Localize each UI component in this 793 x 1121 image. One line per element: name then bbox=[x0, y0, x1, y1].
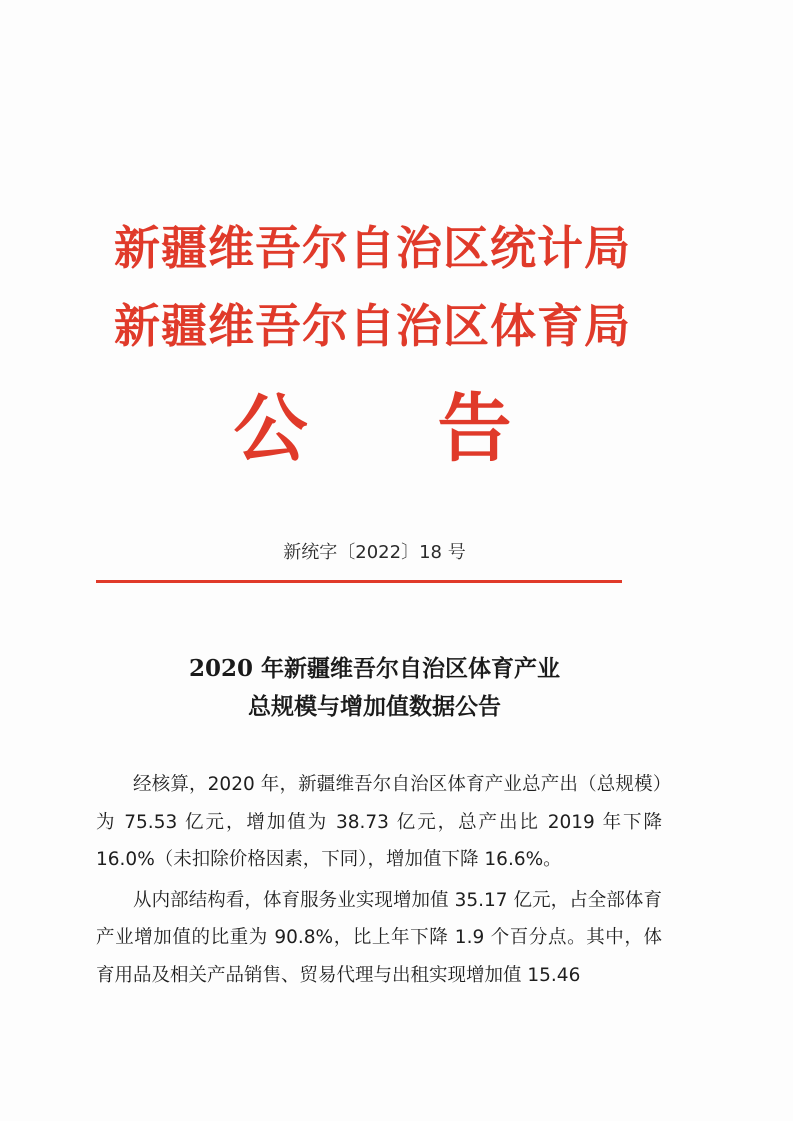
document-title-line-1: 2020 年新疆维吾尔自治区体育产业 bbox=[188, 655, 561, 682]
document-body bbox=[96, 766, 662, 994]
paragraph-2: 从内部结构看，体育服务业实现增加值 35.17 亿元，占全部体育产业增加值的比重为 90.8%，比上年下降 1.9 个百分点。其中，体育用品及相关产品销售、贸易代理与出租实现增加值 15.46 bbox=[96, 889, 662, 986]
red-divider-line bbox=[96, 580, 622, 583]
letterhead-sports-bureau: 新疆维吾尔自治区体育局 bbox=[114, 299, 631, 353]
document-title-line-2: 总规模与增加值数据公告 bbox=[248, 693, 501, 720]
notice-char-2: 告 bbox=[437, 386, 512, 472]
paragraph-1: 经核算，2020 年，新疆维吾尔自治区体育产业总产出（总规模）为 75.53 亿元，增加值为 38.73 亿元，总产出比 2019 年下降 16.0%（未扣除价格因素，下同），增加值下降 16.6%。 bbox=[96, 774, 662, 870]
letterhead-statistics-bureau: 新疆维吾尔自治区统计局 bbox=[114, 221, 631, 275]
letterhead-notice bbox=[0, 370, 769, 476]
document-number: 新统字〔2022〕18 号 bbox=[283, 542, 466, 563]
notice-char-1: 公 bbox=[233, 386, 308, 472]
